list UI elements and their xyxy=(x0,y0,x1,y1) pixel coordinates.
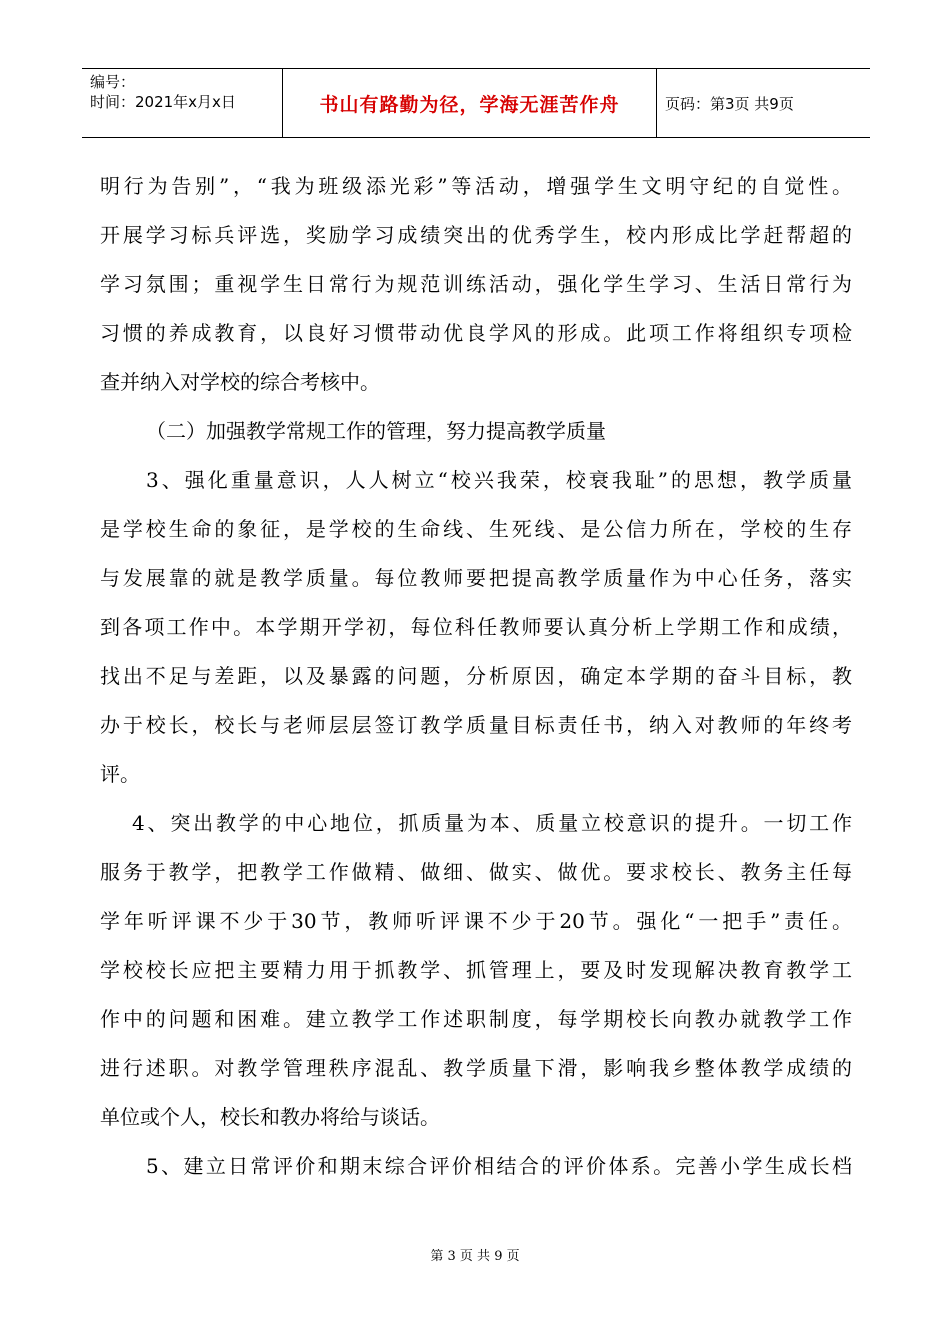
header-page-cell xyxy=(657,69,870,137)
body-line: 找出不足与差距，以及暴露的问题，分析原因，确定本学期的奋斗目标，教 xyxy=(100,664,852,688)
document-header xyxy=(82,68,870,138)
motto-text: 书山有路勤为径，学海无涯苦作舟 xyxy=(319,93,620,116)
doc-number-label: 编号： xyxy=(90,73,136,91)
body-line: 学校校长应把主要精力用于抓教学、抓管理上，要及时发现解决教育教学工 xyxy=(100,958,852,982)
body-line: 到各项工作中。本学期开学初，每位科任教师要认真分析上学期工作和成绩， xyxy=(100,615,852,639)
time-label: 时间：2021年x月x日 xyxy=(90,93,236,111)
header-motto-cell xyxy=(283,69,657,137)
body-line: 学年听评课不少于30节，教师听评课不少于20节。强化“一把手”责任。 xyxy=(100,909,852,933)
body-line: 进行述职。对教学管理秩序混乱、教学质量下滑，影响我乡整体教学成绩的 xyxy=(100,1056,852,1080)
header-info-cell xyxy=(82,69,283,137)
document-body xyxy=(100,166,852,1195)
body-line: 服务于教学，把教学工作做精、做细、做实、做优。要求校长、教务主任每 xyxy=(100,860,852,884)
body-line: 3、强化重量意识，人人树立“校兴我荣，校衰我耻”的思想，教学质量 xyxy=(146,468,852,492)
page-footer xyxy=(0,1245,950,1264)
body-line: 学习氛围；重视学生日常行为规范训练活动，强化学生学习、生活日常行为 xyxy=(100,272,852,296)
body-line: 单位或个人，校长和教办将给与谈话。 xyxy=(100,1105,440,1129)
body-line: 作中的问题和困难。建立教学工作述职制度，每学期校长向教办就教学工作 xyxy=(100,1007,852,1031)
body-line: （二）加强教学常规工作的管理，努力提高教学质量 xyxy=(146,419,606,443)
body-line: 5、建立日常评价和期末综合评价相结合的评价体系。完善小学生成长档 xyxy=(146,1154,852,1178)
body-line: 是学校生命的象征，是学校的生命线、生死线、是公信力所在，学校的生存 xyxy=(100,517,852,541)
body-line: 开展学习标兵评选，奖励学习成绩突出的优秀学生，校内形成比学赶帮超的 xyxy=(100,223,852,247)
page-code: 页码：第3页 共9页 xyxy=(665,94,794,113)
body-line: 评。 xyxy=(100,762,140,786)
body-line: 与发展靠的就是教学质量。每位教师要把提高教学质量作为中心任务，落实 xyxy=(100,566,852,590)
body-line: 查并纳入对学校的综合考核中。 xyxy=(100,370,380,394)
body-line: 4、突出教学的中心地位，抓质量为本、质量立校意识的提升。一切工作 xyxy=(132,811,852,835)
footer-page-label: 第 3 页 共 9 页 xyxy=(430,1249,520,1264)
body-line: 明行为告别”，“我为班级添光彩”等活动，增强学生文明守纪的自觉性。 xyxy=(100,174,852,198)
body-line: 习惯的养成教育，以良好习惯带动优良学风的形成。此项工作将组织专项检 xyxy=(100,321,852,345)
body-line: 办于校长，校长与老师层层签订教学质量目标责任书，纳入对教师的年终考 xyxy=(100,713,852,737)
